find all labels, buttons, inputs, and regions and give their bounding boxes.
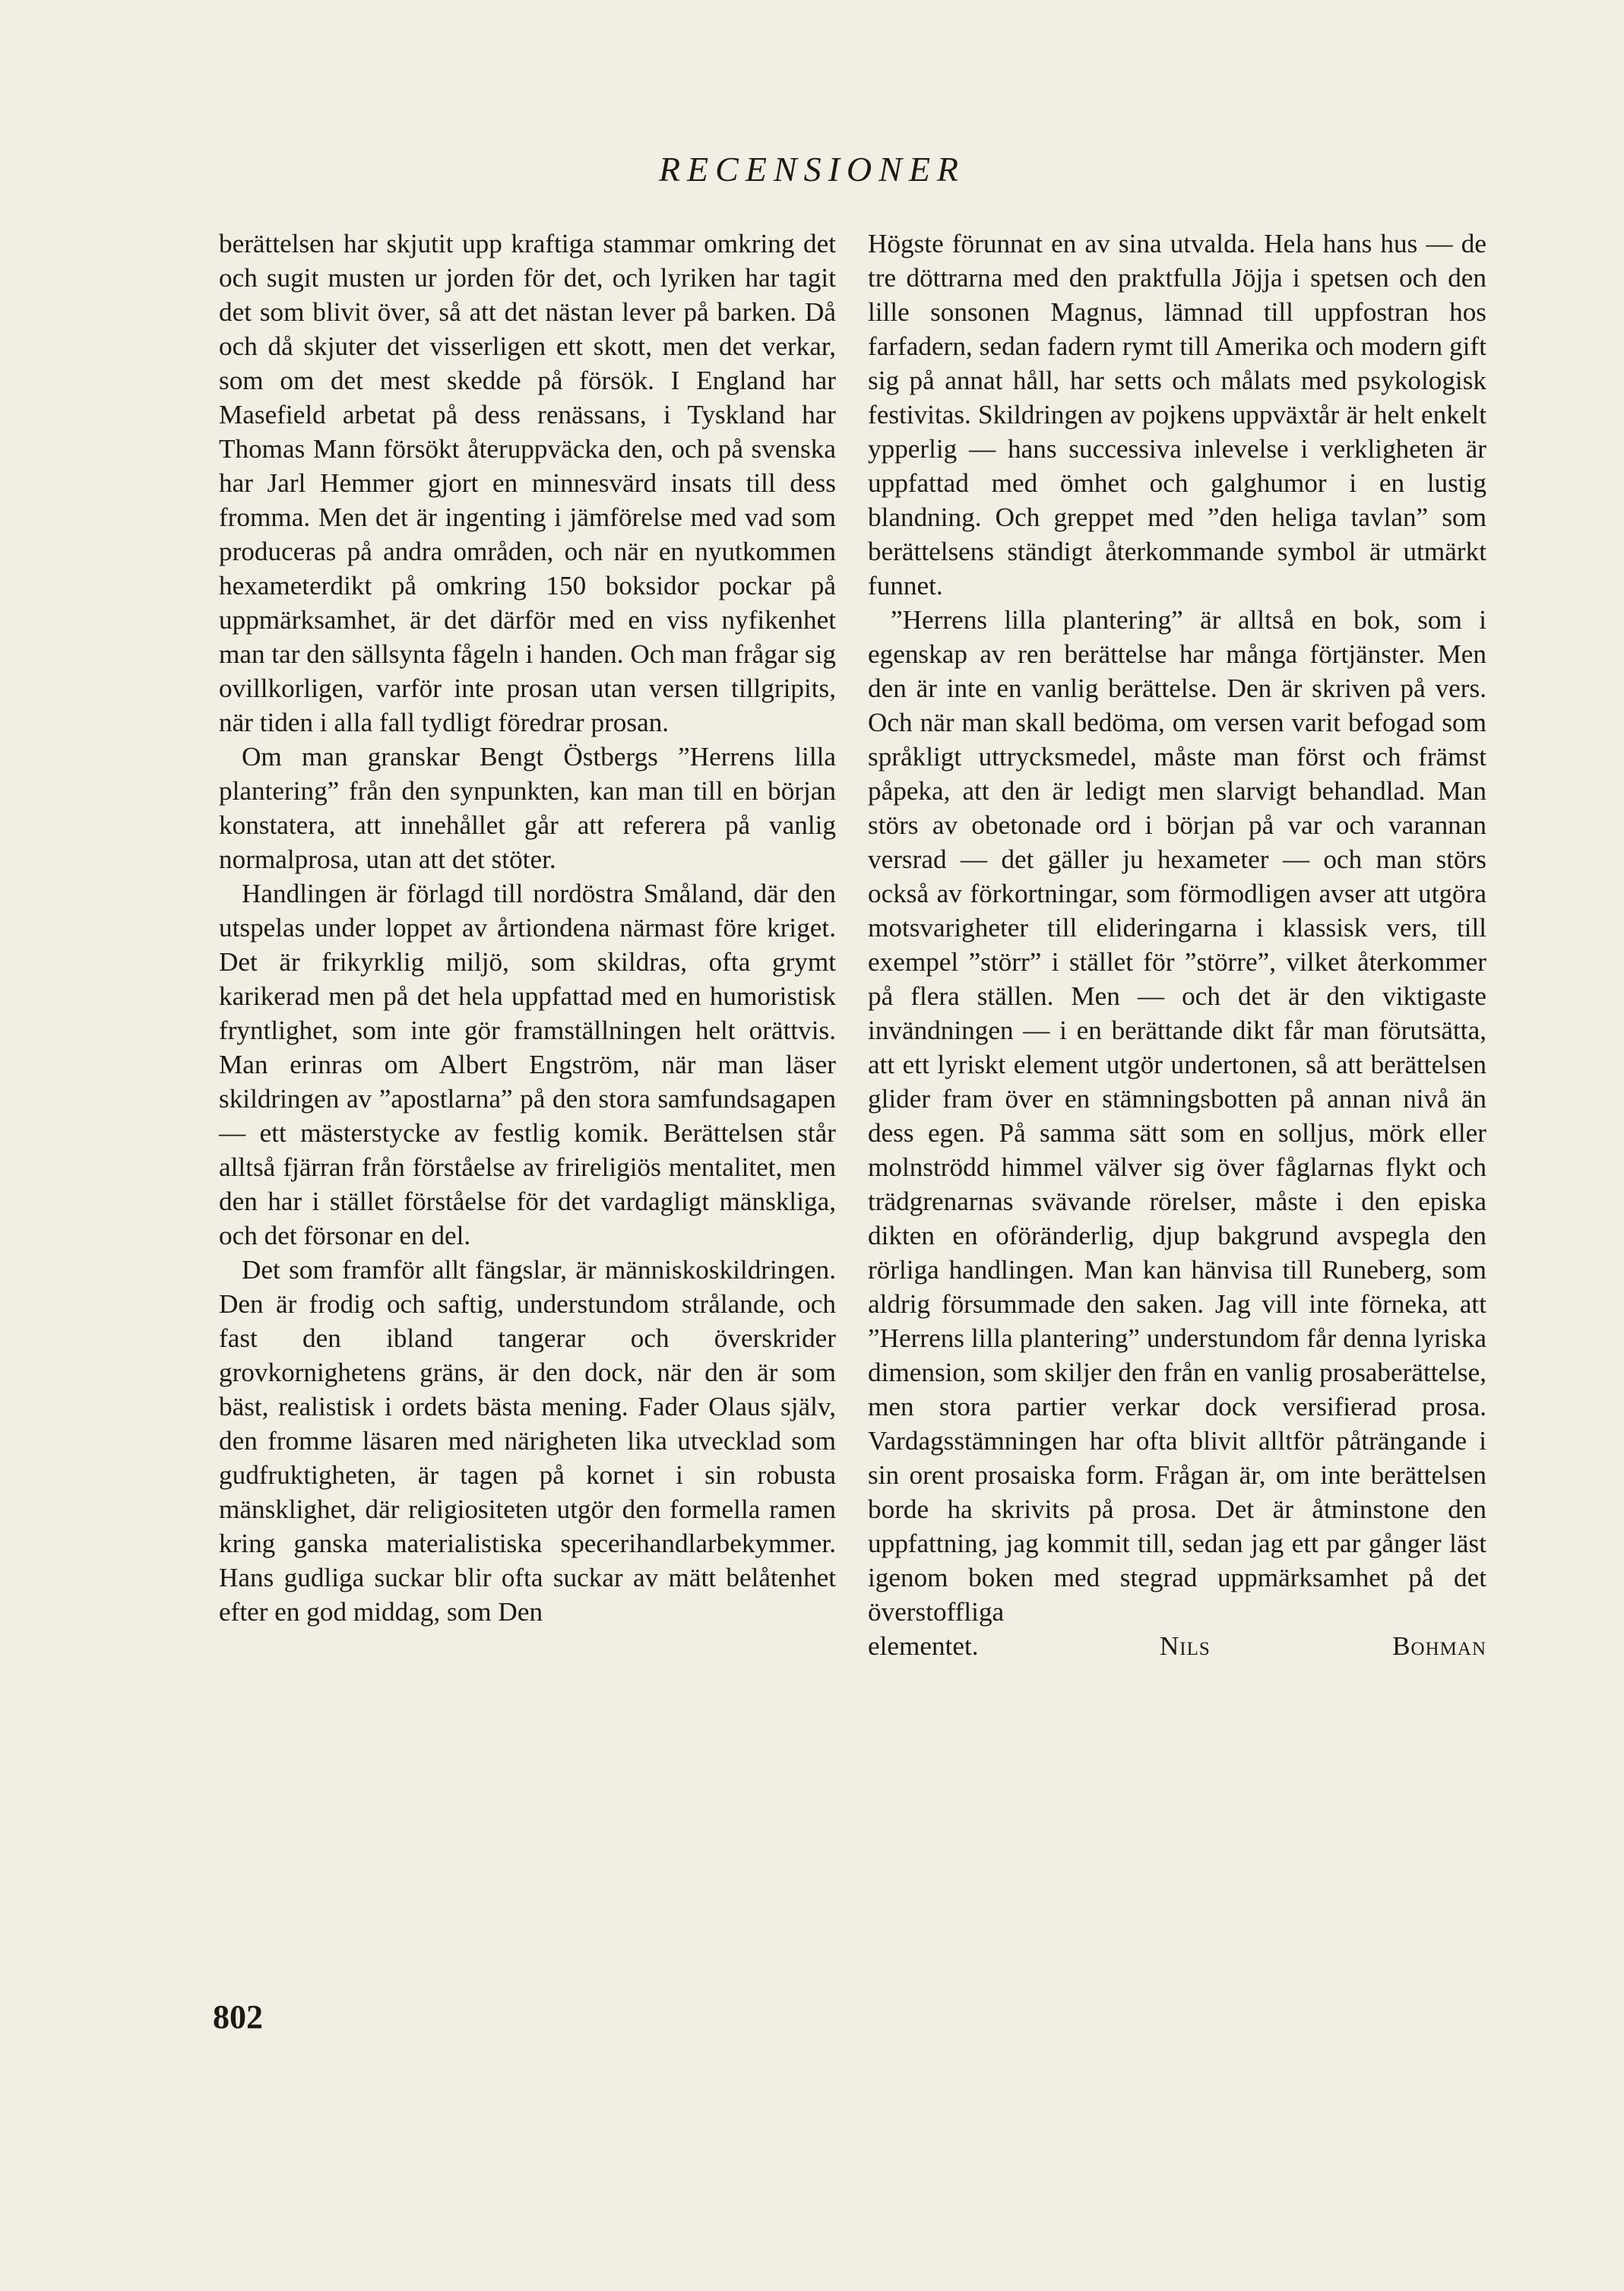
author-signature: Nils Bohman [1159, 1631, 1487, 1661]
paragraph: berättelsen har skjutit upp kraftiga stammar omkring det och sugit musten ur jorden för det, och lyriken har tagit det som blivit över, så att det nästan lever på barken. Då och då skjuter det visserligen ett skott, men det verkar, som om det mest skedde på försök. I England har Masefield arbetat på dess renässans, i Tyskland har Thomas Mann försökt återuppväcka den, och på svenska har Jarl Hemmer gjort en minnesvärd insats till dess fromma. Men det är ingenting i jämförelse med vad som produceras på andra områden, och när en nyutkommen hexameterdikt på omkring 150 boksidor pockar på uppmärksamhet, är det därför med en viss nyfikenhet man tar den sällsynta fågeln i handen. Och man frågar sig ovillkorligen, varför inte prosan utan versen tillgripits, när tiden i alla fall tydligt föredrar prosan. [219, 229, 836, 737]
paragraph: ”Herrens lilla plantering” är alltså en bok, som i egenskap av ren berättelse har många förtjänster. Men den är inte en vanlig berättelse. Den är skriven på vers. Och när man skall bedöma, om versen varit befogad som språkligt uttrycksmedel, måste man först och främst påpeka, att den är ledigt men slarvigt behandlad. Man störs av obetonade ord i början på var och varannan versrad — det gäller ju hexameter — och man störs också av förkortningar, som förmodligen avser att utgöra motsvarigheter till elideringarna i klassisk vers, till exempel ”störr” i stället för ”större”, vilket återkommer på flera ställen. Men — och det är den viktigaste invändningen — i en berättande dikt får man förutsätta, att ett lyriskt element utgör undertonen, så att berättelsen glider fram över en stämningsbotten på annan nivå än dess egen. På samma sätt som en solljus, mörk eller molnströdd himmel välver sig över fåglarnas flykt och trädgrenarnas svävande rörelser, måste i den episka dikten en oföränderlig, djup bakgrund avspegla den rörliga handlingen. Man kan hänvisa till Runeberg, som aldrig försummade den saken. Jag vill inte förneka, att ”Herrens lilla plantering” understundom får denna lyriska dimension, som skiljer den från en vanlig prosaberättelse, men stora partier verkar dock versifierad prosa. Vardagsstämningen har ofta blivit alltför påträngande i sin orent prosaiska form. Frågan är, om inte berättelsen borde ha skrivits på prosa. Det är åtminstone den uppfattning, jag kommit till, sedan jag ett par gånger läst igenom boken med stegrad uppmärksamhet på det överstoffliga [868, 605, 1486, 1627]
closing-word: elementet. [868, 1631, 979, 1661]
paragraph: Om man granskar Bengt Östbergs ”Herrens lilla plantering” från den synpunkten, kan man till en början konstatera, att innehållet går att referera på vanlig normalprosa, utan att det stöter. [219, 742, 836, 874]
paragraph: Handlingen är förlagd till nordöstra Småland, där den utspelas under loppet av årtiondena närmast före kriget. Det är frikyrklig miljö, som skildras, ofta grymt karikerad men på det hela uppfattad med en humoristisk fryntlighet, som inte gör framställningen helt orättvis. Man erinras om Albert Engström, när man läser skildringen av ”apostlarna” på den stora samfundsagapen — ett mästerstycke av festlig komik. Berättelsen står alltså fjärran från förståelse av frireligiös mentalitet, men den har i stället förståelse för det vardagligt mänskliga, och det försonar en del. [219, 879, 836, 1250]
left-column [219, 227, 836, 1629]
page-number: 802 [213, 1998, 263, 2036]
closing-line [868, 1629, 1486, 1663]
running-head: RECENSIONER [658, 150, 966, 189]
paragraph: Högste förunnat en av sina utvalda. Hela hans hus — de tre döttrarna med den praktfulla Jöjja i spetsen och den lille sonsonen Magnus, lämnad till uppfostran hos farfadern, sedan fadern rymt till Amerika och modern gift sig på annat håll, har setts och målats med psykologisk festivitas. Skildringen av pojkens uppväxtår är helt enkelt ypperlig — hans successiva inlevelse i verkligheten är uppfattad med ömhet och galghumor i en lustig blandning. Och greppet med ”den heliga tavlan” som berättelsens ständigt återkommande symbol är utmärkt funnet. [868, 229, 1486, 600]
paragraph: Det som framför allt fängslar, är människoskildringen. Den är frodig och saftig, understundom strålande, och fast den ibland tangerar och överskrider grovkornighetens gräns, är den dock, när den är som bäst, realistisk i ordets bästa mening. Fader Olaus själv, den fromme läsaren med närigheten lika utvecklad som gudfruktigheten, är tagen på kornet i sin robusta mänsklighet, där religiositeten utgör den formella ramen kring ganska materialistiska specerihandlarbekymmer. Hans gudliga suckar blir ofta suckar av mätt belåtenhet efter en god middag, som Den [219, 1255, 836, 1627]
right-column [868, 227, 1486, 1663]
